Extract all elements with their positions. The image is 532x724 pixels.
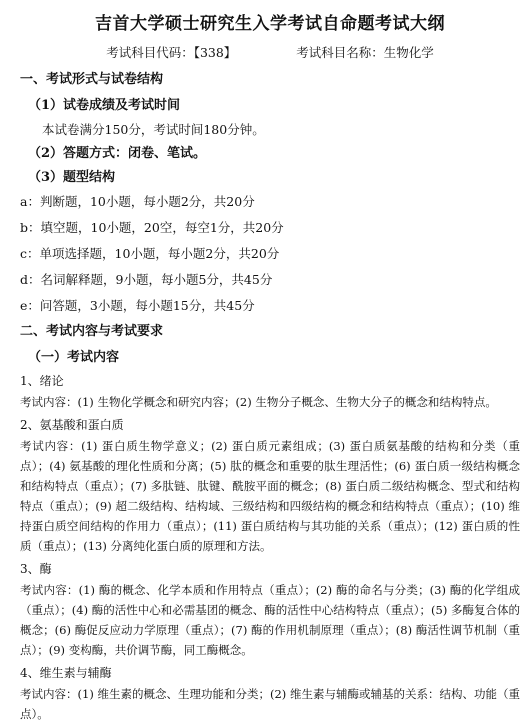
subject-code: 考试科目代码：【338】	[106, 45, 237, 60]
list-item: b：填空题，10小题，20空，每空1分，共20分	[20, 220, 284, 235]
topic-block	[20, 372, 520, 412]
exam-content-heading: （一）考试内容	[28, 350, 120, 365]
topic-content: 考试内容：(1) 酶的概念、化学本质和作用特点（重点）；(2) 酶的命名与分类；(3) 酶的化学组成（重点）；(4) 酶的活性中心和必需基团的概念、酶的活性中心结构特点（重点）；(5) 多酶复合体的概念；(6) 酶促反应动力学原理（重点）；(7) 酶的作用机制原理（重点）；(8) 酶活性调节机制（重点）；(9) 变构酶，共价调节酶，同工酶概念。	[20, 583, 520, 657]
topic-block	[20, 416, 520, 556]
topic-content: 考试内容：(1) 生物化学概念和研究内容；(2) 生物分子概念、生物大分子的概念和结构特点。	[20, 395, 497, 409]
topic-content: 考试内容：(1) 蛋白质生物学意义；(2) 蛋白质元素组成；(3) 蛋白质氨基酸的结构和分类（重点）；(4) 氨基酸的理化性质和分离；(5) 肽的概念和重要的肽生理活性；(6) 蛋白质一级结构概念和结构特点（重点）；(7) 多肽链、肽键、酰胺平面的概念；(8) 蛋白质二级结构概念、型式和结构特点（重点）；(9) 超二级结构、结构域、三级结构和四级结构的概念和结构特点（重点）；(10) 维持蛋白质空间结构的作用力（重点）；(11) 蛋白质结构与其功能的关系（重点）；(12) 蛋白质的性质（重点）；(13) 分离纯化蛋白质的原理和方法。	[20, 439, 520, 553]
topic-block	[20, 664, 520, 724]
subsection-2-heading: （2）答题方式：闭卷、笔试。	[28, 146, 207, 161]
document-title: 吉首大学硕士研究生入学考试自命题考试大纲	[95, 14, 445, 34]
list-item: a：判断题，10小题，每小题2分，共20分	[20, 194, 255, 209]
subsection-1-heading: （1）试卷成绩及考试时间	[28, 98, 181, 113]
subject-name: 考试科目名称：生物化学	[296, 45, 434, 60]
topic-content: 考试内容：(1) 维生素的概念、生理功能和分类；(2) 维生素与辅酶或辅基的关系：结构、功能（重点）。	[20, 687, 520, 721]
list-item: e：问答题，3小题，每小题15分，共45分	[20, 298, 255, 313]
subject-meta	[20, 44, 520, 62]
question-type-list	[20, 192, 520, 316]
topic-title: 1、绪论	[20, 374, 64, 388]
subsection-3-heading: （3）题型结构	[28, 170, 116, 185]
topic-block	[20, 560, 520, 660]
section-2-heading: 二、考试内容与考试要求	[20, 324, 164, 339]
list-item: d：名词解释题，9小题，每小题5分，共45分	[20, 272, 273, 287]
section-1-heading: 一、考试形式与试卷结构	[20, 72, 164, 87]
list-item: c：单项选择题，10小题，每小题2分，共20分	[20, 246, 280, 261]
topic-title: 3、酶	[20, 562, 52, 576]
topic-title: 2、氨基酸和蛋白质	[20, 418, 124, 432]
topic-title: 4、维生素与辅酶	[20, 666, 112, 680]
score-time-text: 本试卷满分150分，考试时间180分钟。	[42, 122, 265, 137]
